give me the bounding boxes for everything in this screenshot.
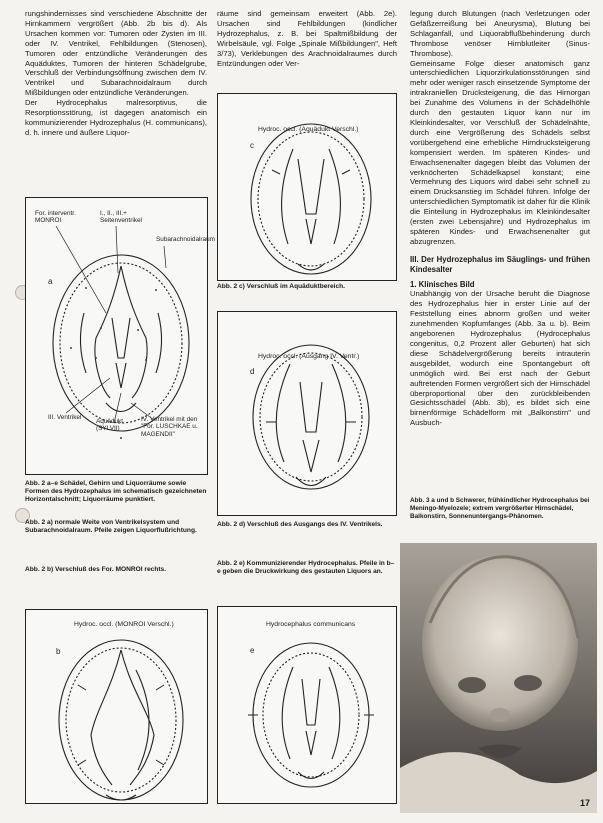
col2-paragraph: räume sind gemeinsam erweitert (Abb. 2e). Ursachen sind Fehlbildungen (kindlicher Hydrozephalus, z. B. bei Spaltmißbildung der Wirbelsäule, vgl. Folge „Spinale Mißbildungen", Heft 3/73), Verklebungen des Arachnoidalraumes durch Entzündungen oder Ver- xyxy=(217,9,397,68)
figure-letter-c: c xyxy=(250,141,254,150)
figure-2b-caption: Abb. 2 b) Verschluß des For. MONROI rechts. xyxy=(25,566,167,573)
figure-2b xyxy=(25,609,208,804)
figure-2e-drawing xyxy=(218,607,398,805)
col1-paragraph: rungshindernisses sind verschiedene Abschnitte der Hirnkammern vergrößert (Abb. 2b bis d). Als Ursachen kommen vor: Tumoren oder Zysten im III. oder IV. Ventrikel, Fehlbildungen (Stenosen), Tumoren oder entzündliche Veränderungen des Aquäduktes, Tumoren der hinteren Schädelgrube, Verschluß der Verbindungsöffnung zwischen dem IV. Ventrikel und Subarachnoidalraum durch Mißbildungen oder entzündliche Veränderungen. Der Hydrocephalus malresorptivus, die Resorptionsstörung, ist dagegen anatomisch ein kommunizierender Hydrozephalus (H. communicans), d. h. innere und äußere Liquor- xyxy=(25,9,207,137)
figure-2e-caption: Abb. 2 e) Kommunizierender Hydrocephalus. Pfeile in b–e geben die Druckwirkung des gestauten Liquors an. xyxy=(217,560,395,576)
subsection-heading: 1. Klinisches Bild xyxy=(410,279,475,289)
column-2-text xyxy=(217,9,397,68)
section-heading: III. Der Hydrozephalus im Säuglings- und frühen Kindesalter xyxy=(410,254,590,274)
figure-2d-caption: Abb. 2 d) Verschluß des Ausgangs des IV. Ventrikels. xyxy=(217,521,383,528)
figure-2c-drawing xyxy=(218,94,398,282)
figure-2e xyxy=(217,606,397,804)
column-3-text xyxy=(410,9,590,428)
figure-2-caption: Abb. 2 a–e Schädel, Gehirn und Liquorräume sowie Formen des Hydrozephalus im schematisch gezeichneten Horizontalschnitt; Liquorräume punktiert. xyxy=(25,480,207,504)
figure-3-caption: Abb. 3 a und b Schwerer, frühkindlicher Hydrocephalus bei Meningo-Myelozele; extrem vergrößerter Hirnschädel, Balkonstirn, Sonnenuntergangs-Phänomen. xyxy=(410,497,590,520)
label-iii-ventrikel: III. Ventrikel xyxy=(48,414,82,421)
figure-2b-title: Hydroc. occl. (MONROI Verschl.) xyxy=(74,621,174,628)
child-photo-drawing xyxy=(400,543,597,813)
label-foramen-monroi: For. interventr. MONROI xyxy=(35,210,76,225)
figure-2c-caption: Abb. 2 c) Verschluß im Aquäduktbereich. xyxy=(217,283,345,290)
figure-2b-drawing xyxy=(26,610,209,805)
page-number: 17 xyxy=(580,798,591,808)
figure-letter-e: e xyxy=(250,646,255,655)
figure-2d xyxy=(217,311,397,516)
figure-2d-title: Hydroc. occl. (Ausgang IV. Ventr.) xyxy=(258,353,360,360)
figure-2a xyxy=(25,197,215,475)
figure-2a-caption: Abb. 2 a) normale Weite von Ventrikelsystem und Subarachnoidalraum. Pfeile zeigen Liquorflußrichtung. xyxy=(25,519,197,535)
col3-paragraph-1: legung durch Blutungen (nach Verletzungen oder Gefäßzerreißung bei Aneurysma), Blutung bei Schlaganfall, und Liquorabflußbehinderung durch Thrombose venöser Hirnblutleiter (Sinus-Thrombose). Gemeinsame Folge dieser anatomisch ganz unterschiedlichen Liquorzirkulationsstörungen sind mehr oder weniger rasch einsetzende Symptome der intrakraniellen Drucksteigerung, die das Hirnorgan bei Zunahme des Volumens in der Schädelhöhle durch den gestauten Liquor kann nur im Kleinkindesalter, vor Verschluß der Schädelnähte, durch eine Vergrößerung des Schädels selbst vorübergehend eine erhebliche Hirndrucksteigerung kompensiert werden. Im späteren Kindes- und Erwachsenenalter dagegen bleibt das Volumen der verknöcherten Schädelkapsel konstant; eine Vermehrung des Liquors wird dabei sehr schnell zu einem Drucksanstieg im Schädel führen. Infolge der unterschiedlichen Symptomatik ist daher für die Klinik die Einteilung in Hydrozephalus im Kleinkindesalter (ersten zwei Lebensjahre) und Hydrozephalus im späteren Kindes- und Erwachsenenalter gut abzugrenzen. xyxy=(410,9,590,246)
label-seitenventrikel: I., II., III.+ Seitenventrikel xyxy=(100,210,142,225)
column-1-text xyxy=(25,9,207,138)
figure-letter-d: d xyxy=(250,367,255,376)
figure-2c-title: Hydroc. occl. (Aquädukt Verschl.) xyxy=(258,126,359,133)
child-photo xyxy=(400,543,597,813)
figure-2c xyxy=(217,93,397,281)
col3-paragraph-2: Unabhängig von der Ursache beruht die Diagnose des Hydrozephalus hier in erster Linie auf der Feststellung eines abnorm großen und weiter zunehmenden Kopfumfanges (Abb. 3a u. b). Beim angeborenen Hydrozephalus (Hydrocephalus congenitus, 0,2 Prozent aller Geburten) hat sich diese Schädelvergrößerung bereits intrauterin ausgebildet, wodurch eine Spontangeburt oft unmöglich wird. Bei erst nach der Geburt auftretenden Formen vergrößert sich der Hirnschädel überproportional über den zurückbleibenden Gesichtsschädel (Abb. 3b), es bildet sich eine birnenförmige Schädelform mit „Balkonstirn" und Ausbuch- xyxy=(410,289,590,428)
figure-letter-a: a xyxy=(48,277,53,286)
figure-letter-b: b xyxy=(56,647,61,656)
label-subarachnoidalraum: Subarachnoidalraum xyxy=(156,236,215,243)
figure-2e-title: Hydrocephalus communicans xyxy=(266,621,356,628)
label-aquaedukt: Aquädukt (SYLVII) xyxy=(96,418,124,433)
figure-2d-drawing xyxy=(218,312,398,517)
label-iv-ventrikel: IV. Ventrikel mit den "For. LUSCHKAE u. MAGENDII" xyxy=(141,416,198,438)
